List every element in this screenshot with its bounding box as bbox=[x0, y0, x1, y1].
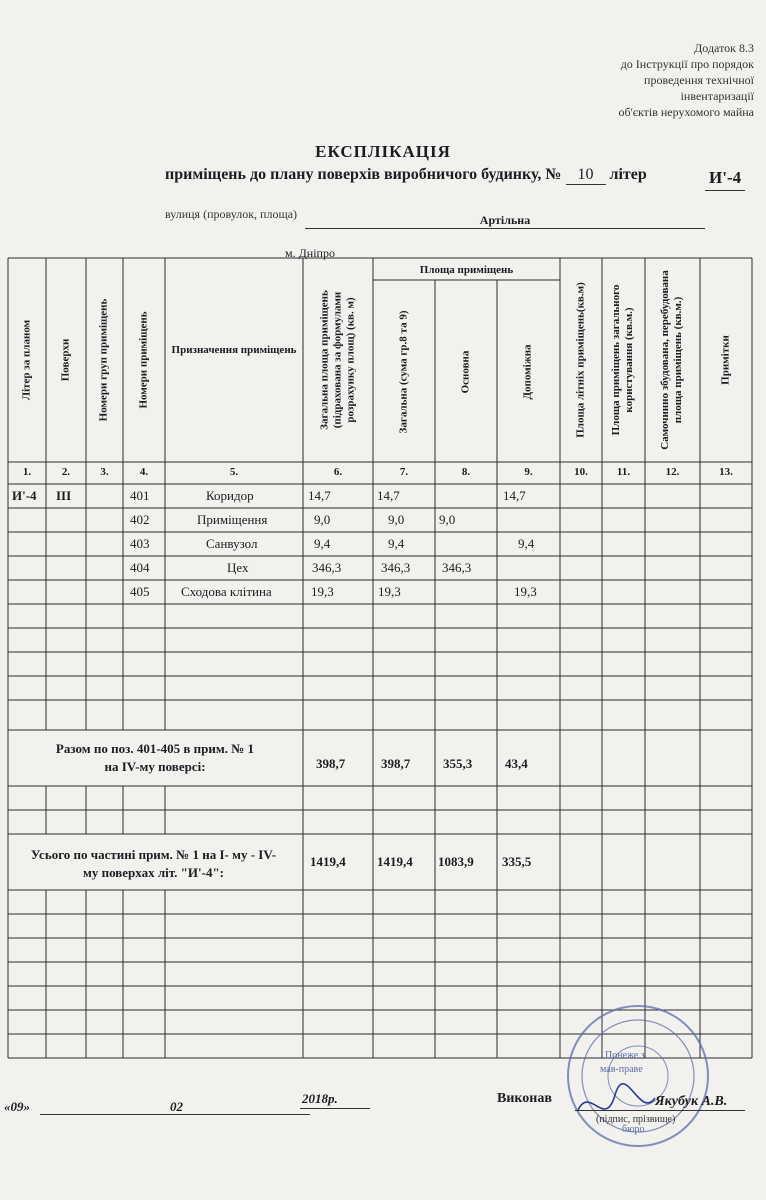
col-header-summer: Площа літніх приміщень(кв.м) bbox=[574, 282, 587, 438]
document-title: ЕКСПЛІКАЦІЯ bbox=[315, 142, 451, 161]
grand-total-line1: Усього по частині прим. № 1 на І- му - IV- bbox=[30, 847, 277, 862]
col-header-room-numbers: Номери приміщень bbox=[137, 311, 150, 409]
building-number: 10 bbox=[566, 166, 606, 185]
cell-main: 9,0 bbox=[439, 512, 456, 527]
col-header-unauthorized: Самочинно збудована, перебудована площа приміщень (кв.м.) bbox=[659, 270, 684, 450]
column-number: 10. bbox=[574, 466, 588, 478]
column-number: 3. bbox=[100, 466, 109, 478]
cell-aux: 19,3 bbox=[514, 584, 537, 599]
subtotal-aux: 43,4 bbox=[505, 756, 528, 771]
liter-label: літер bbox=[609, 166, 647, 183]
signer-name: Якубук А.В. bbox=[655, 1094, 728, 1109]
column-number: 12. bbox=[665, 466, 680, 478]
cell-general: 19,3 bbox=[378, 584, 401, 599]
footer-month: 02 bbox=[170, 1099, 183, 1114]
street-label: вулиця (провулок, площа) bbox=[165, 207, 298, 221]
liter-value: И'-4 bbox=[705, 168, 745, 191]
col-header-total-area: Загальна площа приміщень (підрахована за формулами розрахунку площ) (кв. м) bbox=[318, 290, 357, 430]
annex-line: проведення технічної bbox=[644, 73, 754, 87]
cell-general: 14,7 bbox=[377, 488, 400, 503]
cell-total: 9,4 bbox=[314, 536, 331, 551]
col-header-liter: Літер за планом bbox=[20, 319, 33, 401]
column-number: 8. bbox=[461, 466, 471, 478]
column-number: 7. bbox=[399, 466, 409, 478]
subtotal-label bbox=[10, 740, 300, 776]
subtotal-general: 398,7 bbox=[381, 756, 411, 771]
stamp-text: Понеже з bbox=[605, 1050, 645, 1061]
subtotal-total: 398,7 bbox=[316, 756, 346, 771]
grand-total-main: 1083,9 bbox=[438, 854, 474, 869]
cell-aux: 9,4 bbox=[518, 536, 535, 551]
cell-main: 346,3 bbox=[442, 560, 472, 575]
cell-total: 14,7 bbox=[308, 488, 331, 503]
city: м. Дніпро bbox=[285, 246, 335, 260]
column-number: 9. bbox=[524, 466, 533, 478]
cell-purpose: Санвузол bbox=[206, 536, 258, 551]
footer-day: «09» bbox=[4, 1099, 30, 1114]
signature-caption: (підпис, прізвище) bbox=[596, 1114, 676, 1125]
year-underline bbox=[300, 1108, 370, 1109]
cell-total: 9,0 bbox=[314, 512, 331, 527]
grand-total-total: 1419,4 bbox=[310, 854, 346, 869]
cell-room-number: 405 bbox=[130, 584, 150, 599]
col-header-general: Загальна (сума гр.8 та 9) bbox=[397, 310, 410, 434]
cell-liter: И'-4 bbox=[12, 488, 37, 503]
column-number: 6. bbox=[333, 466, 343, 478]
col-header-purpose: Призначення приміщень bbox=[171, 344, 297, 356]
annex-line: до Інструкції про порядок bbox=[620, 57, 754, 71]
subtotal-main: 355,3 bbox=[443, 756, 473, 771]
subtotal-line2: на IV-му поверсі: bbox=[104, 759, 206, 774]
col-header-notes: Примітки bbox=[719, 335, 732, 385]
column-number: 2. bbox=[61, 466, 71, 478]
cell-purpose: Сходова клітина bbox=[181, 584, 272, 599]
cell-purpose: Цех bbox=[227, 560, 249, 575]
cell-room-number: 401 bbox=[130, 488, 150, 503]
cell-floor: ІІІ bbox=[56, 488, 72, 503]
stamp-text: мав-праве bbox=[600, 1064, 643, 1075]
col-header-floors: Поверхи bbox=[59, 338, 72, 382]
col-header-common-use: Площа приміщень загального користування (кв.м.) bbox=[610, 284, 635, 436]
col-header-room-groups: Номери груп приміщень bbox=[97, 298, 110, 422]
column-number: 4. bbox=[139, 466, 149, 478]
grand-total-aux: 335,5 bbox=[502, 854, 532, 869]
cell-room-number: 402 bbox=[130, 512, 150, 527]
grand-total-line2: му поверхах літ. "И'-4": bbox=[82, 865, 224, 880]
col-header-auxiliary: Допоміжна bbox=[521, 344, 534, 400]
cell-general: 9,0 bbox=[388, 512, 405, 527]
stamp-text: бюро bbox=[622, 1124, 645, 1135]
cell-purpose: Приміщення bbox=[197, 512, 268, 527]
cell-general: 9,4 bbox=[388, 536, 405, 551]
grand-total-general: 1419,4 bbox=[377, 854, 413, 869]
cell-general: 346,3 bbox=[381, 560, 411, 575]
signature-underline bbox=[575, 1110, 745, 1111]
cell-room-number: 403 bbox=[130, 536, 150, 551]
annex-line: Додаток 8.3 bbox=[694, 41, 754, 55]
column-number: 11. bbox=[616, 466, 631, 478]
column-number: 5. bbox=[229, 466, 239, 478]
annex-line: об'єктів нерухомого майна bbox=[618, 105, 754, 119]
subtotal-line1: Разом по поз. 401-405 в прим. № 1 bbox=[55, 741, 255, 756]
cell-total: 19,3 bbox=[311, 584, 334, 599]
cell-room-number: 404 bbox=[130, 560, 150, 575]
cell-aux: 14,7 bbox=[503, 488, 526, 503]
cell-purpose: Коридор bbox=[206, 488, 254, 503]
subtitle-text: приміщень до плану поверхів виробничого будинку, № bbox=[165, 166, 562, 183]
annex-line: інвентаризації bbox=[680, 89, 754, 103]
cell-total: 346,3 bbox=[312, 560, 342, 575]
street-value: Артільна bbox=[305, 213, 705, 229]
col-header-main: Основна bbox=[459, 350, 472, 394]
column-number: 13. bbox=[719, 466, 733, 478]
col-header-area-group: Площа приміщень bbox=[419, 264, 514, 276]
performed-label: Виконав bbox=[497, 1091, 552, 1106]
footer-year: 2018р. bbox=[302, 1091, 338, 1106]
column-number: 1. bbox=[22, 466, 32, 478]
grand-total-label bbox=[6, 846, 301, 882]
